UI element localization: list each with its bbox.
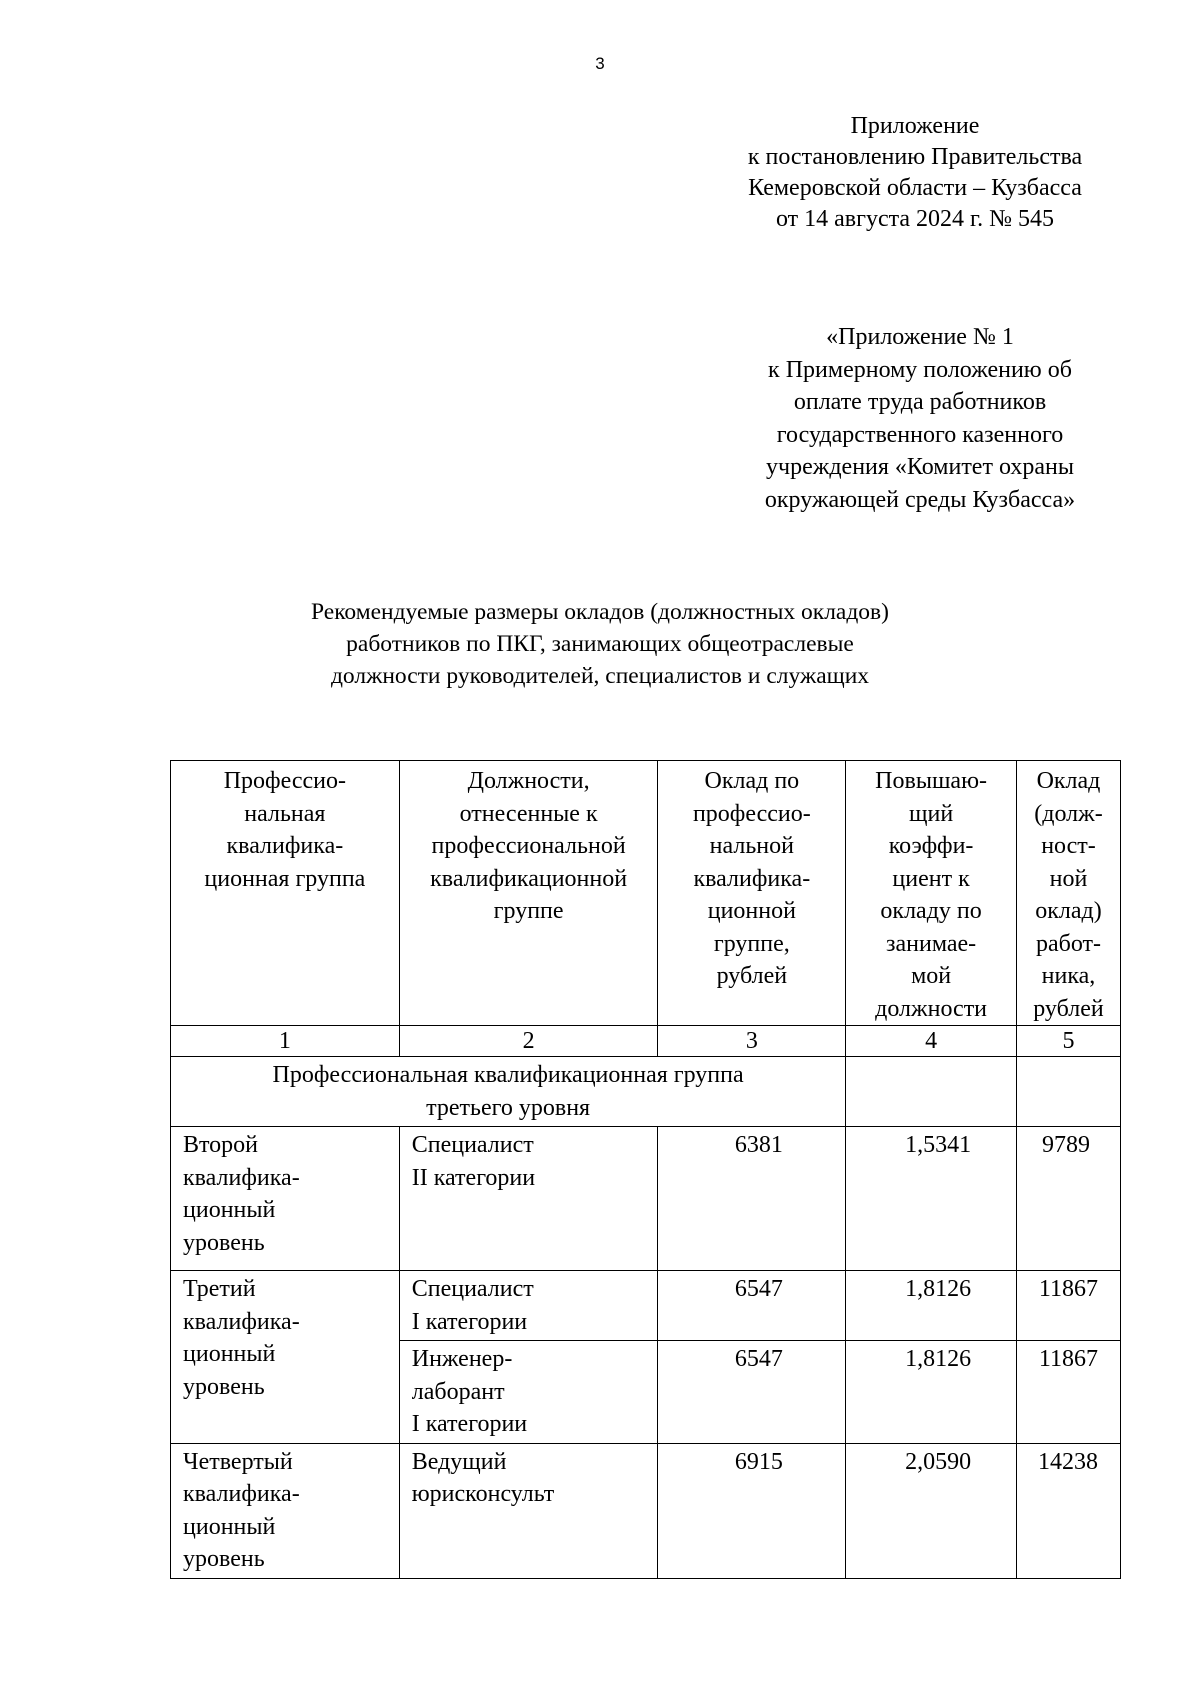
annex-line: государственного казенного bbox=[776, 421, 1064, 448]
cell-line: ника, bbox=[1041, 963, 1096, 989]
cell-line: I категории bbox=[411, 1411, 528, 1437]
column-number: 4 bbox=[846, 1026, 1017, 1057]
title-line: Рекомендуемые размеры окладов (должностных окладов) bbox=[311, 599, 889, 625]
cell-line: профессиональной bbox=[431, 833, 626, 859]
cell-line: третьего уровня bbox=[426, 1094, 591, 1121]
cell-line: должности bbox=[875, 995, 988, 1022]
level-name bbox=[171, 1271, 400, 1444]
cell-line: уровень bbox=[183, 1546, 265, 1572]
column-number: 5 bbox=[1016, 1026, 1120, 1057]
appendix-line: Приложение bbox=[850, 113, 980, 139]
title-line: работников по ПКГ, занимающих общеотраслевые bbox=[346, 631, 854, 657]
cell-line: профессио- bbox=[692, 800, 811, 827]
cell-line: Второй bbox=[183, 1132, 259, 1158]
cell-line: уровень bbox=[183, 1373, 265, 1400]
appendix-line: Кемеровской области – Кузбасса bbox=[748, 175, 1082, 201]
cell-line: Профессиональная квалификационная группа bbox=[272, 1062, 744, 1088]
cell-line: уровень bbox=[183, 1229, 265, 1256]
cell-line: квалифика- bbox=[693, 865, 811, 892]
cell-line: ност- bbox=[1041, 833, 1096, 859]
cell-line: работ- bbox=[1035, 930, 1101, 957]
cell-line: Професcио- bbox=[223, 768, 346, 794]
cell-line: Специалист bbox=[411, 1132, 534, 1158]
cell-line: группе bbox=[493, 898, 564, 924]
annex-line: учреждения «Комитет охраны bbox=[766, 454, 1074, 480]
cell-line: окладу по bbox=[880, 898, 982, 924]
cell-line: ционный bbox=[183, 1513, 276, 1540]
base-salary: 6547 bbox=[658, 1341, 846, 1444]
column-number: 2 bbox=[399, 1026, 658, 1057]
position-title bbox=[399, 1271, 658, 1341]
annex-line: «Приложение № 1 bbox=[826, 324, 1014, 350]
empty-cell bbox=[846, 1057, 1017, 1127]
column-number-row bbox=[171, 1026, 1121, 1057]
header-row bbox=[171, 761, 1121, 1026]
coefficient: 1,8126 bbox=[846, 1341, 1017, 1444]
page-number: 3 bbox=[595, 54, 605, 73]
cell-line: оклад) bbox=[1035, 898, 1102, 924]
cell-line: ционная группа bbox=[204, 865, 366, 892]
cell-line: мой bbox=[911, 963, 952, 989]
cell-line: Третий bbox=[183, 1276, 256, 1302]
employee-salary: 14238 bbox=[1016, 1443, 1120, 1578]
appendix-reference bbox=[690, 111, 1140, 235]
cell-line: ционный bbox=[183, 1197, 276, 1223]
group-row bbox=[171, 1057, 1121, 1127]
cell-line: рублей bbox=[1033, 995, 1104, 1022]
cell-line: ционный bbox=[183, 1341, 276, 1367]
position-title bbox=[399, 1443, 658, 1578]
annex-line: к Примерному положению об bbox=[768, 356, 1072, 383]
cell-line: Повышаю- bbox=[875, 768, 987, 794]
cell-line: юрисконсульт bbox=[411, 1481, 555, 1507]
appendix-line: к постановлению Правительства bbox=[747, 144, 1083, 170]
employee-salary: 9789 bbox=[1016, 1127, 1120, 1271]
salary-table bbox=[170, 760, 1121, 1579]
annex-line: оплате труда работников bbox=[793, 389, 1047, 415]
header-employee-salary bbox=[1016, 761, 1120, 1026]
cell-line: ной bbox=[1049, 865, 1088, 892]
cell-line: квалификационной bbox=[430, 865, 628, 892]
cell-line: коэффи- bbox=[888, 833, 974, 859]
cell-line: (долж- bbox=[1034, 800, 1103, 827]
cell-line: группе, bbox=[713, 930, 790, 957]
empty-cell bbox=[1016, 1057, 1120, 1127]
cell-line: Оклад по bbox=[704, 768, 800, 794]
position-title bbox=[399, 1127, 658, 1271]
cell-line: квалифика- bbox=[183, 1164, 300, 1191]
cell-line: квалифика- bbox=[183, 1481, 300, 1507]
cell-line: нальной bbox=[709, 833, 794, 859]
coefficient: 2,0590 bbox=[846, 1443, 1017, 1578]
table-row bbox=[171, 1443, 1121, 1578]
position-title bbox=[399, 1341, 658, 1444]
table-row bbox=[171, 1271, 1121, 1341]
header-coefficient bbox=[846, 761, 1017, 1026]
header-qualification-group bbox=[171, 761, 400, 1026]
base-salary: 6915 bbox=[658, 1443, 846, 1578]
document-title bbox=[0, 596, 1200, 692]
table-row bbox=[171, 1127, 1121, 1271]
coefficient: 1,8126 bbox=[846, 1271, 1017, 1341]
cell-line: II категории bbox=[411, 1164, 536, 1191]
annex-line: окружающей среды Кузбасса» bbox=[764, 486, 1076, 513]
cell-line: нальная bbox=[244, 800, 326, 827]
cell-line: циент к bbox=[892, 865, 970, 892]
cell-line: отнесенные к bbox=[459, 800, 598, 827]
cell-line: Оклад bbox=[1036, 768, 1101, 794]
cell-line: квалифика- bbox=[226, 833, 344, 859]
cell-line: лаборант bbox=[411, 1378, 505, 1405]
level-name bbox=[171, 1127, 400, 1271]
title-line: должности руководителей, специалистов и служащих bbox=[330, 663, 870, 689]
cell-line: Инженер- bbox=[411, 1346, 513, 1372]
base-salary: 6381 bbox=[658, 1127, 846, 1271]
cell-line: Четвертый bbox=[183, 1448, 293, 1475]
base-salary: 6547 bbox=[658, 1271, 846, 1341]
employee-salary: 11867 bbox=[1016, 1271, 1120, 1341]
header-base-salary bbox=[658, 761, 846, 1026]
coefficient: 1,5341 bbox=[846, 1127, 1017, 1271]
cell-line: Ведущий bbox=[411, 1448, 507, 1475]
cell-line: рублей bbox=[716, 963, 788, 989]
cell-line: Должности, bbox=[467, 768, 590, 794]
cell-line: щий bbox=[909, 800, 954, 827]
annex-reference bbox=[720, 321, 1120, 516]
cell-line: I категории bbox=[411, 1308, 528, 1335]
level-name bbox=[171, 1443, 400, 1578]
cell-line: ционной bbox=[707, 898, 796, 924]
cell-line: занимае- bbox=[886, 930, 977, 957]
header-positions bbox=[399, 761, 658, 1026]
employee-salary: 11867 bbox=[1016, 1341, 1120, 1444]
group-title bbox=[171, 1057, 846, 1127]
cell-line: квалифика- bbox=[183, 1308, 300, 1335]
column-number: 1 bbox=[171, 1026, 400, 1057]
column-number: 3 bbox=[658, 1026, 846, 1057]
cell-line: Специалист bbox=[411, 1276, 534, 1302]
appendix-line: от 14 августа 2024 г. № 545 bbox=[775, 206, 1055, 232]
